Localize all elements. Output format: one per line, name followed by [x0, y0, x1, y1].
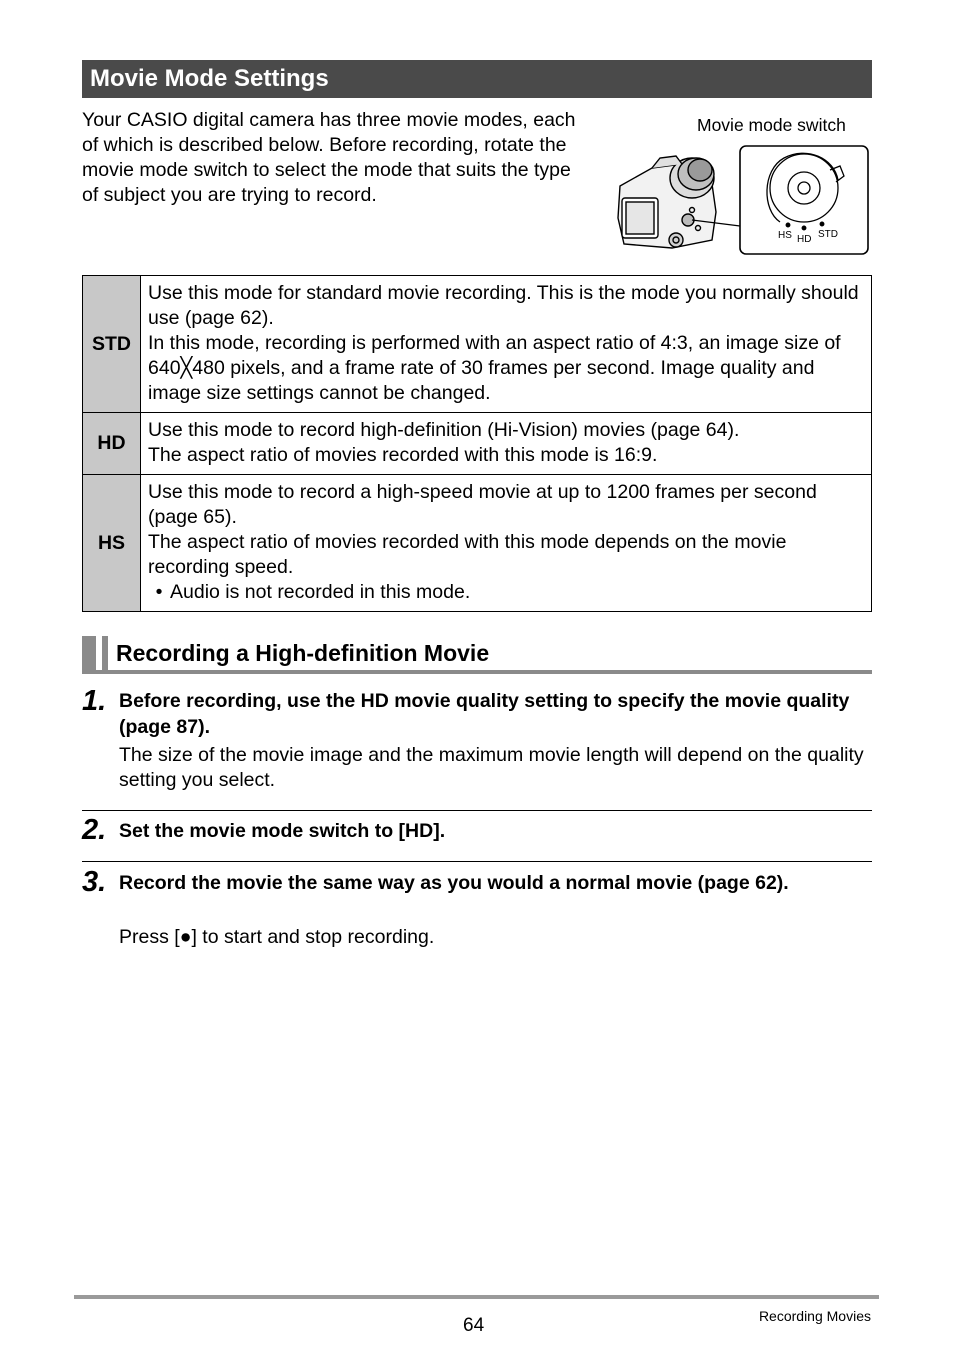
dial-mark-hs: HS — [778, 230, 792, 241]
footer-divider — [74, 1295, 879, 1299]
bullet-text: Audio is not recorded in this mode. — [170, 581, 471, 603]
table-row — [83, 475, 872, 612]
camera-icon — [618, 156, 716, 248]
step-divider — [82, 810, 872, 811]
section-title: Movie Mode Settings — [82, 60, 872, 98]
table-row — [83, 276, 872, 413]
dial-mark-std: STD — [818, 229, 838, 240]
description-line: In this mode, recording is performed with an aspect ratio of 4:3, an image size of 640╳480 pixels, and a frame rate of 30 frames per second. Image quality and image size settings cannot be changed. — [148, 332, 841, 404]
step-title: Before recording, use the HD movie quality setting to specify the movie quality (page 87). — [119, 690, 850, 738]
step-body-suffix: ] to start and stop recording. — [191, 926, 435, 948]
subsection-title: Recording a High-definition Movie — [116, 640, 490, 666]
step-body — [119, 925, 874, 950]
heading-bar-icon — [82, 636, 96, 672]
description-line: Use this mode to record a high-speed movie at up to 1200 frames per second (page 65). — [148, 481, 817, 528]
page-number: 64 — [463, 1315, 485, 1336]
movie-modes-table — [82, 275, 872, 612]
mode-key: HD — [83, 413, 141, 475]
description-line: The aspect ratio of movies recorded with this mode depends on the movie recording speed. — [148, 531, 787, 578]
mode-description — [141, 276, 872, 413]
mode-description — [141, 475, 872, 612]
step-number: 2. — [82, 814, 107, 846]
bullet-icon: • — [155, 581, 163, 603]
step-divider — [82, 861, 872, 862]
record-button-icon: ● — [179, 926, 192, 948]
heading-bar-icon — [102, 636, 108, 672]
mode-description — [141, 413, 872, 475]
bullet-item — [148, 580, 864, 605]
subsection-heading — [82, 634, 872, 674]
dial-mark-hd: HD — [797, 234, 812, 245]
description-line: Use this mode to record high-definition (Hi-Vision) movies (page 64). — [148, 419, 740, 441]
table-row — [83, 413, 872, 475]
mode-key: STD — [83, 276, 141, 413]
mode-key: HS — [83, 475, 141, 612]
step-title: Set the movie mode switch to [HD]. — [119, 820, 446, 842]
footer-section-name: Recording Movies — [758, 1308, 871, 1324]
intro-paragraph: Your CASIO digital camera has three movie modes, each of which is described below. Before recording, rotate the movie mode switch to select the mode that suits the type of subject you are trying to record. — [82, 109, 576, 206]
step-body: The size of the movie image and the maximum movie length will depend on the quality setting you select. — [119, 744, 864, 791]
figure-label: Movie mode switch — [697, 115, 846, 135]
camera-illustration — [612, 140, 872, 258]
step-number: 1. — [82, 685, 107, 717]
step-body-prefix: Press [ — [119, 926, 180, 948]
description-line: Use this mode for standard movie recording. This is the mode you normally should use (page 62). — [148, 282, 859, 329]
step-title: Record the movie the same way as you would a normal movie (page 62). — [119, 872, 789, 894]
step-number: 3. — [82, 866, 107, 898]
description-line: The aspect ratio of movies recorded with this mode is 16:9. — [148, 444, 658, 466]
